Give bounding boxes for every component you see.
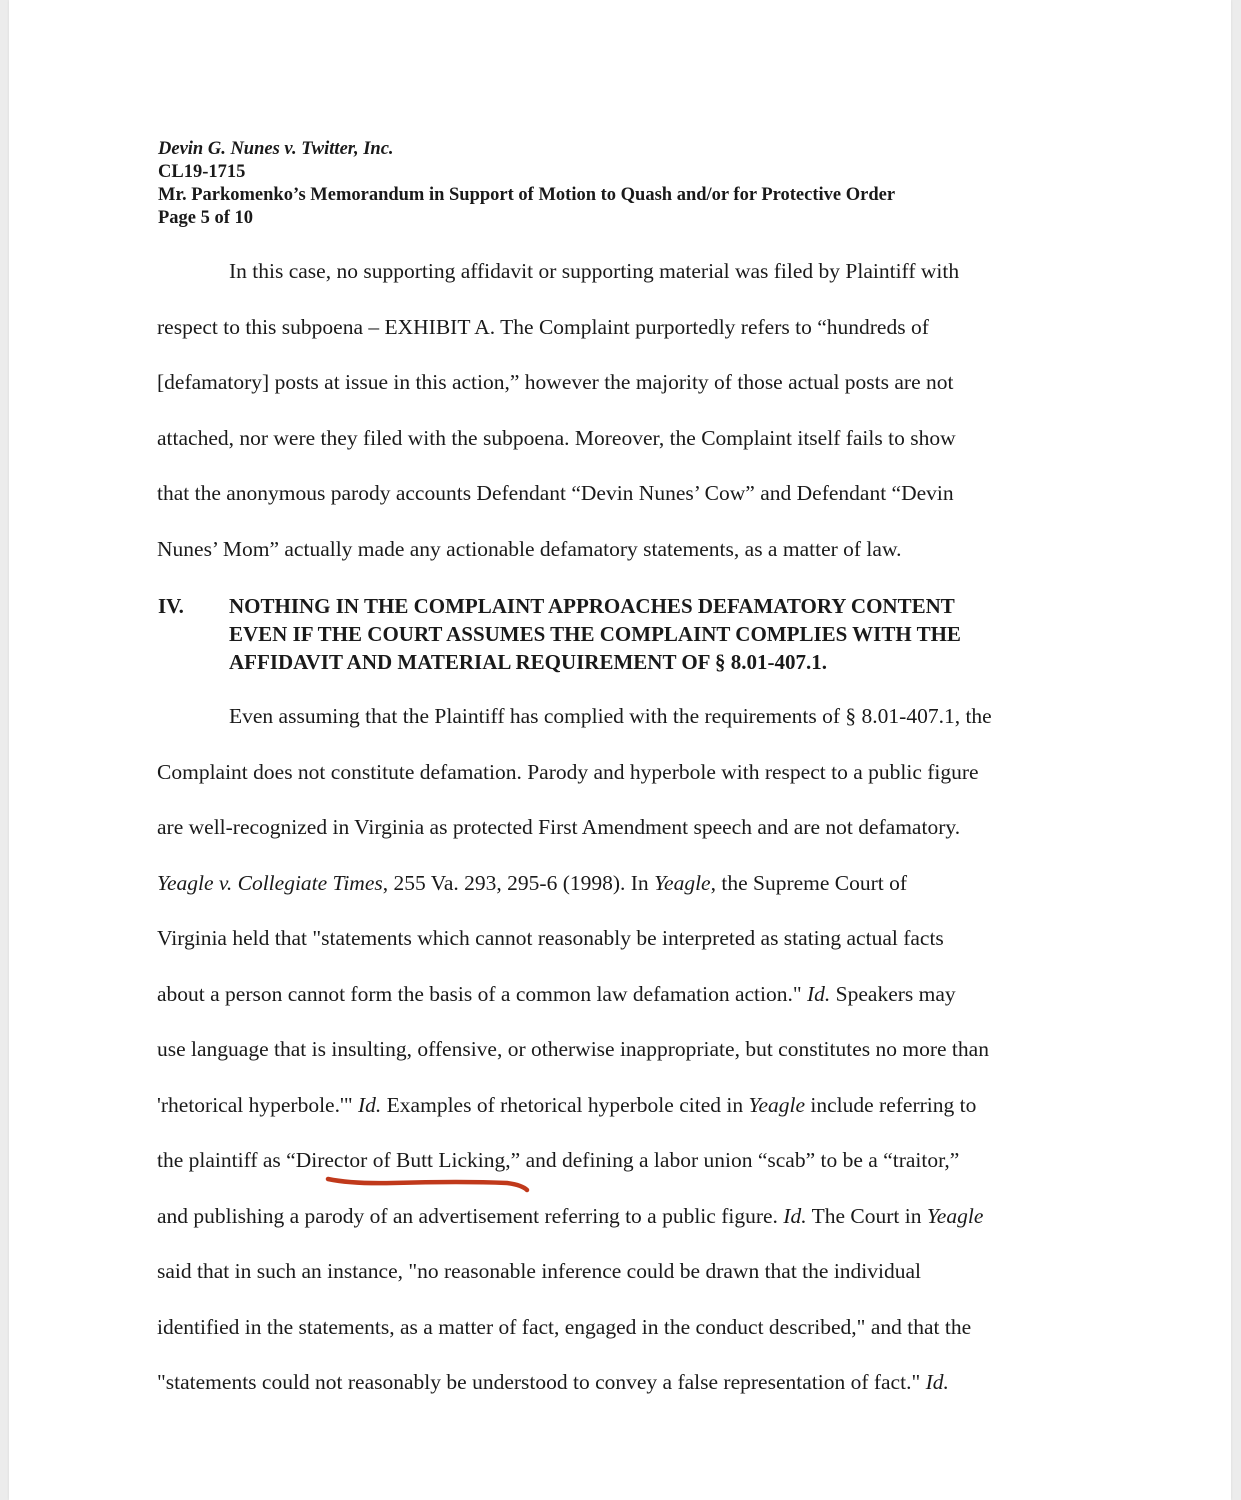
case-number: CL19-1715 [158,162,246,182]
case-title: Devin G. Nunes v. Twitter, Inc. [158,139,394,159]
case-citation-name: Yeagle v. Collegiate Times [157,870,383,895]
paragraph-line: Yeagle v. Collegiate Times, 255 Va. 293, 295-6 (1998). In Yeagle, the Supreme Court of [157,870,908,895]
paragraph-line: respect to this subpoena – EXHIBIT A. The Complaint purportedly refers to “hundreds of [157,314,929,339]
paragraph-line: are well-recognized in Virginia as protected First Amendment speech and are not defamatory. [157,815,961,839]
paragraph-line: Nunes’ Mom” actually made any actionable defamatory statements, as a matter of law. [157,536,902,561]
document-title: Mr. Parkomenko’s Memorandum in Support of Motion to Quash and/or for Protective Order [158,185,896,205]
paragraph-1 [157,244,1087,577]
section-number: IV. [158,594,184,618]
paragraph-line: about a person cannot form the basis of a common law defamation action." Id. Speakers may [157,981,956,1006]
paragraph-line: Complaint does not constitute defamation. Parody and hyperbole with respect to a public figure [157,759,979,784]
heading-line: EVEN IF THE COURT ASSUMES THE COMPLAINT COMPLIES WITH THE [229,622,961,646]
paragraph-line: and publishing a parody of an advertisement referring to a public figure. Id. The Court in Yeagle [157,1203,984,1228]
paragraph-line: said that in such an instance, "no reasonable inference could be drawn that the individual [157,1259,922,1283]
red-underline-annotation [322,1170,534,1196]
section-heading-text [229,592,961,676]
paragraph-line: that the anonymous parody accounts Defendant “Devin Nunes’ Cow” and Defendant “Devin [157,481,954,505]
paragraph-line: Virginia held that "statements which cannot reasonably be interpreted as stating actual facts [157,926,944,950]
paragraph-2 [157,689,1087,1411]
paragraph-line: [defamatory] posts at issue in this action,” however the majority of those actual posts are not [157,370,954,394]
paragraph-line: use language that is insulting, offensive, or otherwise inappropriate, but constitutes no more than [157,1037,989,1061]
page-label: Page 5 of 10 [158,208,254,228]
document-header [158,138,895,230]
paragraph-line: "statements could not reasonably be understood to convey a false representation of fact." Id. [157,1370,949,1394]
heading-line: NOTHING IN THE COMPLAINT APPROACHES DEFAMATORY CONTENT [229,594,955,618]
paragraph-line: 'rhetorical hyperbole.'" Id. Examples of rhetorical hyperbole cited in Yeagle include referring to [157,1092,977,1117]
paragraph-line: identified in the statements, as a matter of fact, engaged in the conduct described," and that the [157,1314,972,1339]
paragraph-line: In this case, no supporting affidavit or supporting material was filed by Plaintiff with [229,259,960,283]
heading-line: AFFIDAVIT AND MATERIAL REQUIREMENT OF § 8.01-407.1. [229,650,827,674]
paragraph-line: attached, nor were they filed with the subpoena. Moreover, the Complaint itself fails to show [157,425,956,450]
paragraph-line: Even assuming that the Plaintiff has complied with the requirements of § 8.01-407.1, the [229,704,992,728]
paragraph-line-highlighted: the plaintiff as “Director of Butt Licking,” and defining a labor union “scab” to be a “traitor,” [157,1148,960,1172]
